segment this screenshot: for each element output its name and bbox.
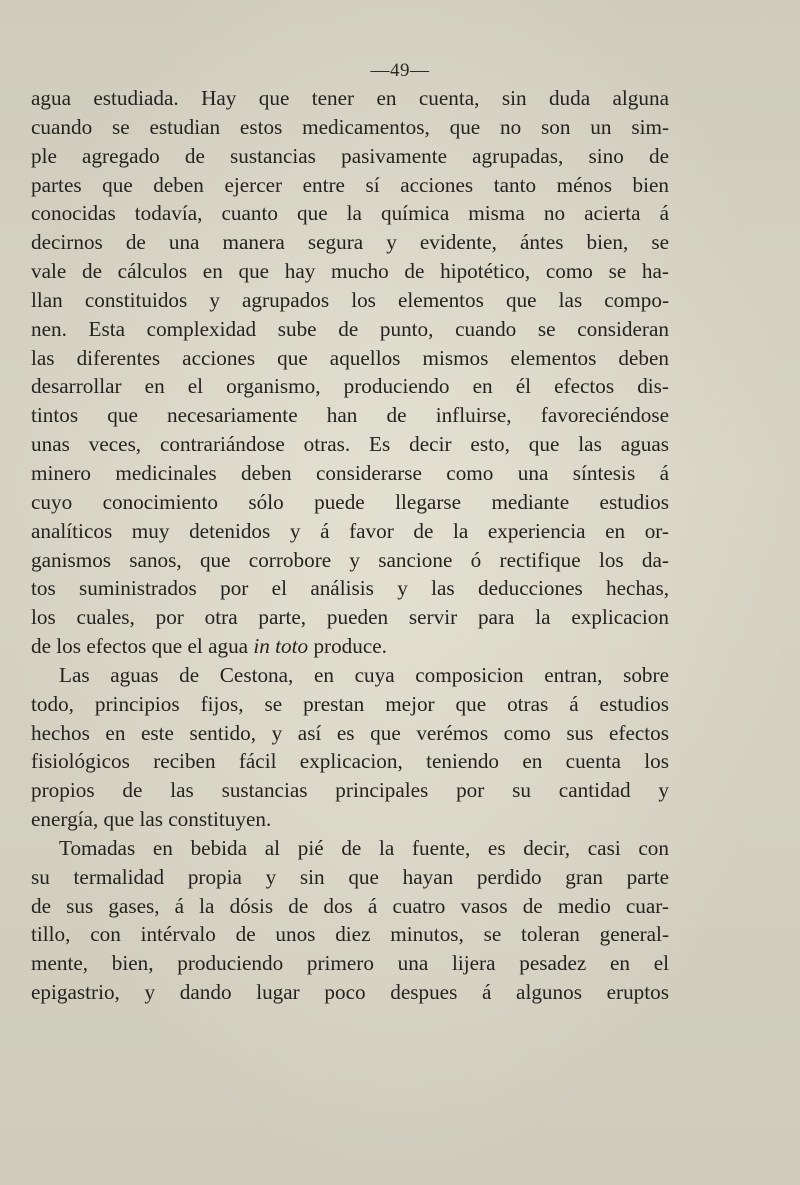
text-line: epigastrio, y dando lugar poco despues á algunos eruptos [31,980,669,1005]
text-line: cuando se estudian estos medicamentos, que no son un sim- [31,114,669,139]
text-line: nen. Esta complexidad sube de punto, cuando se consideran [31,316,669,341]
text-line: desarrollar en el organismo, produciendo en él efectos dis- [31,374,669,399]
paragraph-3 [31,834,669,1007]
paragraph-2 [31,661,669,834]
text-line: tos suministrados por el análisis y las deducciones hechas, [31,576,669,601]
text-line: agua estudiada. Hay que tener en cuenta, sin duda alguna [31,86,669,110]
text-line: cuyo conocimiento sólo puede llegarse mediante estudios [31,489,669,514]
text-fragment: produce. [308,634,387,659]
body-text [31,84,669,1007]
text-line: de sus gases, á la dósis de dos á cuatro vasos de medio cuar- [31,893,669,918]
text-line: todo, principios fijos, se prestan mejor que otras á estudios [31,691,669,716]
text-line: unas veces, contrariándose otras. Es decir esto, que las aguas [31,432,669,457]
text-line: fisiológicos reciben fácil explicacion, teniendo en cuenta los [31,749,669,774]
text-line: vale de cálculos en que hay mucho de hipotético, como se ha- [31,259,669,284]
text-line: conocidas todavía, cuanto que la química misma no acierta á [31,201,669,226]
text-line: energía, que las constituyen. [31,807,272,832]
text-line: tintos que necesariamente han de influirse, favoreciéndose [31,403,669,428]
text-line: minero medicinales deben considerarse como una síntesis á [31,460,669,485]
text-line: llan constituidos y agrupados los elementos que las compo- [31,287,669,312]
text-line: ple agregado de sustancias pasivamente agrupadas, sino de [31,143,669,168]
text-line-last [31,632,669,661]
text-line: Tomadas en bebida al pié de la fuente, es decir, casi con [59,835,669,860]
text-line: su termalidad propia y sin que hayan perdido gran parte [31,864,669,889]
page-number: —49— [370,60,430,81]
text-line: Las aguas de Cestona, en cuya composicion entran, sobre [59,662,669,687]
text-line: partes que deben ejercer entre sí acciones tanto ménos bien [31,172,669,197]
text-fragment: de los efectos que el agua [31,634,254,659]
paragraph-1 [31,84,669,661]
text-line: decirnos de una manera segura y evidente, ántes bien, se [31,230,669,255]
text-line: ganismos sanos, que corrobore y sancione ó rectifique los da- [31,547,669,572]
text-line: analíticos muy detenidos y á favor de la experiencia en or- [31,518,669,543]
text-line: tillo, con intérvalo de unos diez minutos, se toleran general- [31,922,669,947]
italic-phrase: in toto [253,634,309,659]
text-line: las diferentes acciones que aquellos mismos elementos deben [31,345,669,370]
text-line: mente, bien, produciendo primero una lijera pesadez en el [31,951,669,976]
text-line: propios de las sustancias principales por su cantidad y [31,778,669,803]
text-line: hechos en este sentido, y así es que verémos como sus efectos [31,720,669,745]
text-line: los cuales, por otra parte, pueden servir para la explicacion [31,605,669,630]
